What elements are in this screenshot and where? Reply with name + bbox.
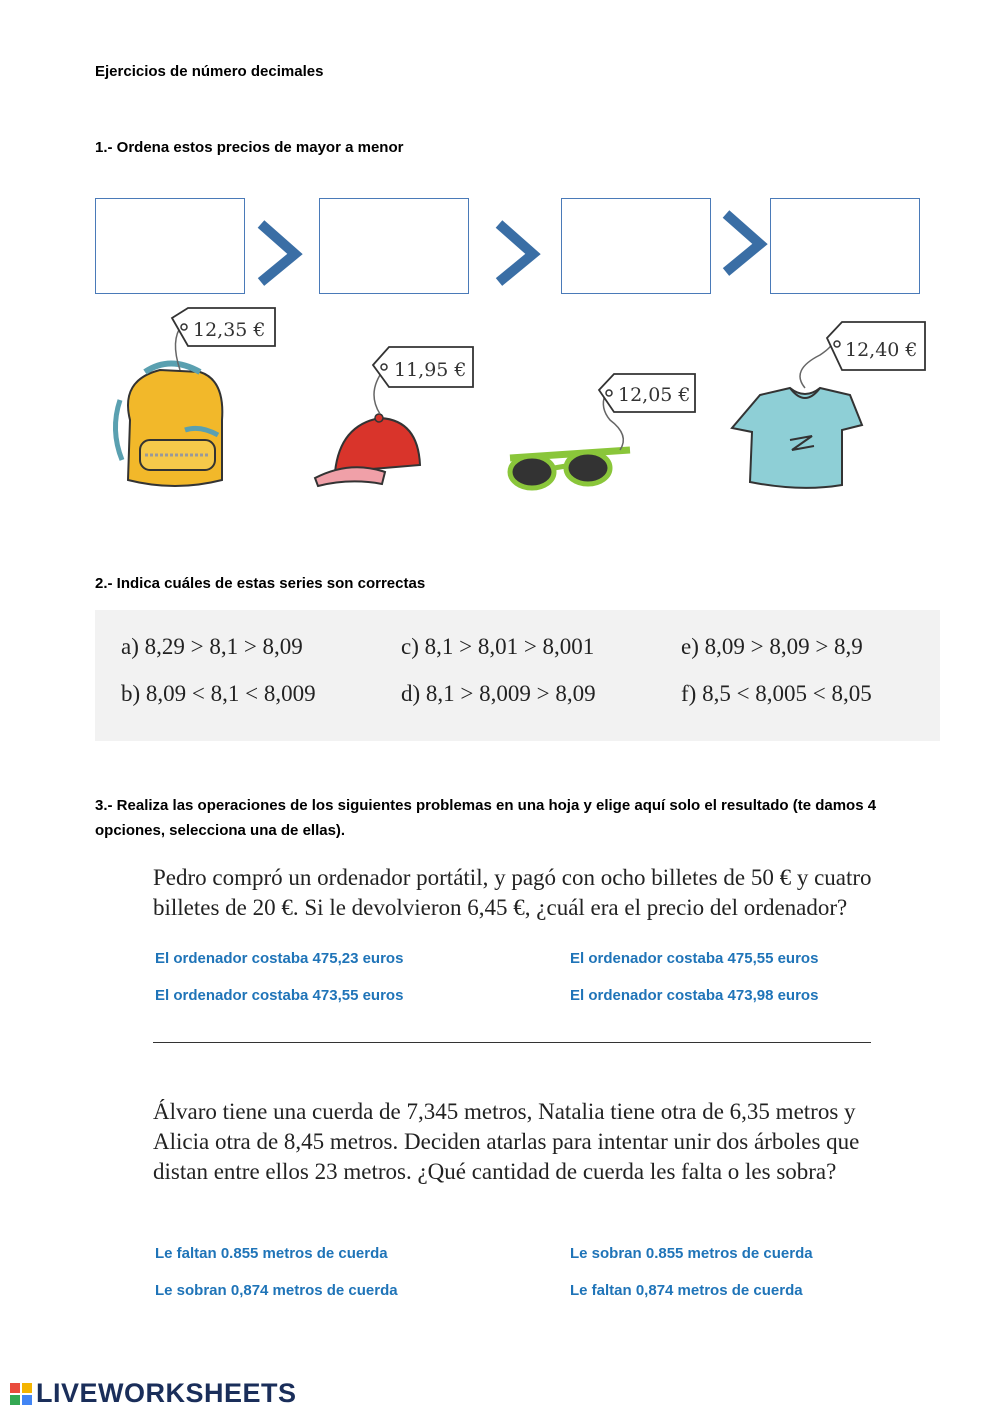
greater-than-icon <box>493 218 543 288</box>
series-e[interactable]: e) 8,09 > 8,09 > 8,9 <box>681 634 863 659</box>
question-3-title-line1: 3.- Realiza las operaciones de los siguientes problemas en una hoja y elige aquí solo el resultado (te damos 4 <box>95 797 877 814</box>
greater-than-icon <box>255 218 305 288</box>
price-label-4: 12,40 € <box>845 339 918 361</box>
question-1-title: 1.- Ordena estos precios de mayor a menor <box>95 139 404 156</box>
answer-box-4[interactable] <box>770 198 920 294</box>
problem-2-line1: Álvaro tiene una cuerda de 7,345 metros, Natalia tiene otra de 6,35 metros y <box>153 1099 856 1124</box>
question-2-title: 2.- Indica cuáles de estas series son correctas <box>95 575 426 592</box>
price-label-3: 12,05 € <box>618 384 691 406</box>
series-d[interactable]: d) 8,1 > 8,009 > 8,09 <box>401 681 596 706</box>
answer-box-1[interactable] <box>95 198 245 294</box>
problem-1-option-2[interactable]: El ordenador costaba 475,55 euros <box>570 950 819 967</box>
page-title: Ejercicios de número decimales <box>95 63 324 80</box>
problem-1-option-4[interactable]: El ordenador costaba 473,98 euros <box>570 987 819 1004</box>
problem-2-line2: Alicia otra de 8,45 metros. Deciden atarlas para intentar unir dos árboles que <box>153 1129 860 1154</box>
problem-1-line1: Pedro compró un ordenador portátil, y pagó con ocho billetes de 50 € y cuatro <box>153 865 872 890</box>
backpack-icon <box>115 364 222 487</box>
price-tag-2 <box>373 347 473 387</box>
tshirt-icon <box>732 388 862 488</box>
logo-blocks-icon <box>10 1383 32 1405</box>
problem-2-option-1[interactable]: Le faltan 0.855 metros de cuerda <box>155 1245 388 1262</box>
price-label-2: 11,95 € <box>394 359 467 381</box>
cap-icon <box>315 414 420 486</box>
answer-box-2[interactable] <box>319 198 469 294</box>
series-a[interactable]: a) 8,29 > 8,1 > 8,09 <box>121 634 303 659</box>
liveworksheets-logo <box>10 1378 297 1409</box>
price-tag-3 <box>599 374 695 412</box>
price-tag-4 <box>827 322 925 370</box>
problem-2-option-2[interactable]: Le sobran 0.855 metros de cuerda <box>570 1245 813 1262</box>
problem-2-option-3[interactable]: Le sobran 0,874 metros de cuerda <box>155 1282 398 1299</box>
series-b[interactable]: b) 8,09 < 8,1 < 8,009 <box>121 681 316 706</box>
greater-than-icon <box>720 208 770 278</box>
problem-2-line3: distan entre ellos 23 metros. ¿Qué cantidad de cuerda les falta o les sobra? <box>153 1159 837 1184</box>
answer-box-3[interactable] <box>561 198 711 294</box>
problem-1-option-1[interactable]: El ordenador costaba 475,23 euros <box>155 950 404 967</box>
series-panel <box>95 610 940 741</box>
problem-1-option-3[interactable]: El ordenador costaba 473,55 euros <box>155 987 404 1004</box>
problem-2-option-4[interactable]: Le faltan 0,874 metros de cuerda <box>570 1282 803 1299</box>
sunglasses-icon <box>510 450 630 488</box>
price-tag-1 <box>172 308 275 346</box>
series-c[interactable]: c) 8,1 > 8,01 > 8,001 <box>401 634 595 659</box>
question-3-title-line2: opciones, selecciona una de ellas). <box>95 822 346 839</box>
separator-line <box>153 1042 871 1043</box>
logo-text: LIVEWORKSHEETS <box>36 1378 297 1408</box>
price-items-illustration <box>100 300 940 500</box>
price-label-1: 12,35 € <box>193 319 266 341</box>
problem-1-line2: billetes de 20 €. Si le devolvieron 6,45 €, ¿cuál era el precio del ordenador? <box>153 895 848 920</box>
series-f[interactable]: f) 8,5 < 8,005 < 8,05 <box>681 681 872 706</box>
